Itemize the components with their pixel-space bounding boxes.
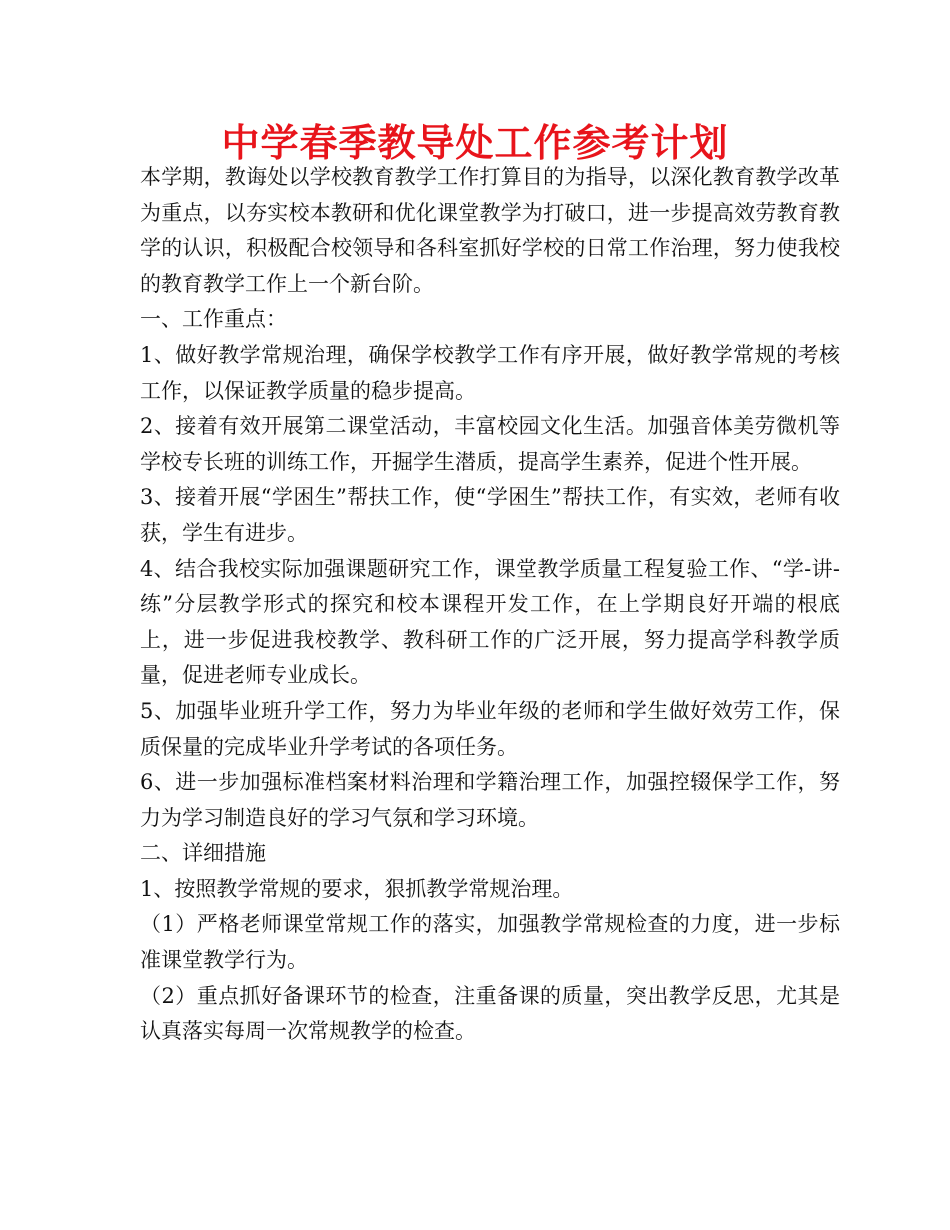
work-focus-item-3: 3、接着开展“学困生”帮扶工作，使“学困生”帮扶工作，有实效，老师有收获，学生有进步。 <box>140 485 840 545</box>
intro-paragraph: 本学期，教诲处以学校教育教学工作打算目的为指导，以深化教育教学改革为重点，以夯实校本教研和优化课堂教学为打破口，进一步提高效劳教育教学的认识，积极配合校领导和各科室抓好学校的日常工作治理，努力使我校的教育教学工作上一个新台阶。 <box>140 165 840 296</box>
work-focus-item-1: 1、做好教学常规治理，确保学校教学工作有序开展，做好教学常规的考核工作，以保证教学质量的稳步提高。 <box>140 342 840 403</box>
measures-item-1: 1、按照教学常规的要求，狠抓教学常规治理。 <box>140 876 574 901</box>
section-heading-work-focus: 一、工作重点： <box>140 307 287 332</box>
work-focus-item-4: 4、结合我校实际加强课题研究工作，课堂教学质量工程复验工作、“学-讲-练”分层教学形式的探究和校本课程开发工作，在上学期良好开端的根底上，进一步促进我校教学、教科研工作的广泛开展，努力提高学科教学质量，促进老师专业成长。 <box>140 556 840 688</box>
work-focus-item-6: 6、进一步加强标准档案材料治理和学籍治理工作，加强控辍保学工作，努力为学习制造良好的学习气氛和学习环境。 <box>140 770 840 830</box>
document-body <box>140 160 840 1050</box>
measures-subitem-2: （2）重点抓好备课环节的检查，注重备课的质量，突出教学反思，尤其是认真落实每周一次常规教学的检查。 <box>140 983 840 1044</box>
document-title: 中学春季教导处工作参考计划 <box>221 121 729 165</box>
work-focus-item-5: 5、加强毕业班升学工作，努力为毕业年级的老师和学生做好效劳工作，保质保量的完成毕业升学考试的各项任务。 <box>140 698 840 759</box>
measures-subitem-1: （1）严格老师课堂常规工作的落实，加强教学常规检查的力度，进一步标准课堂教学行为。 <box>140 912 840 973</box>
section-heading-measures: 二、详细措施 <box>140 841 266 866</box>
work-focus-item-2: 2、接着有效开展第二课堂活动，丰富校园文化生活。加强音体美劳微机等学校专长班的训练工作，开掘学生潜质，提高学生素养，促进个性开展。 <box>140 414 840 474</box>
